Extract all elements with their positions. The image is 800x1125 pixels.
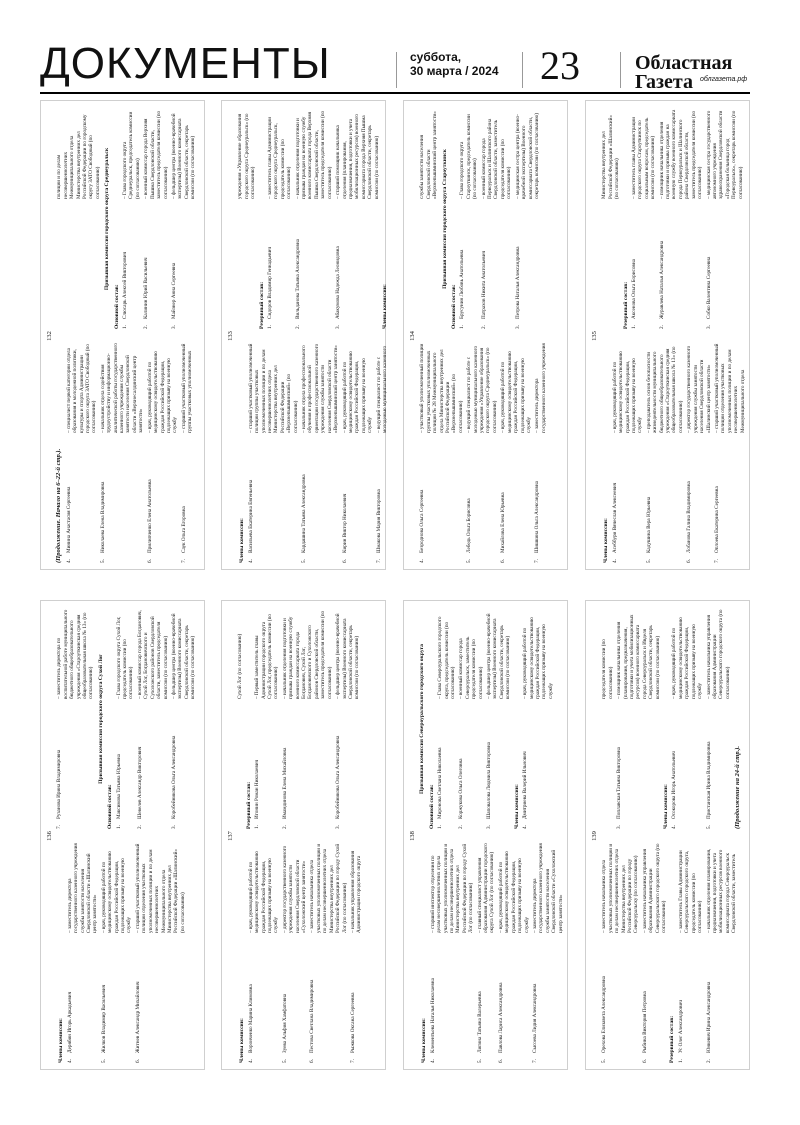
- member-number: 2.: [705, 1059, 712, 1063]
- member-row: [419, 343, 464, 563]
- members-label: Члены комиссии:: [603, 518, 610, 563]
- member-position: – военный комиссар города Богданович, Сухой Лог, Богдановичского и Сухоложского районов Свердловской области, заместитель председателя комиссии (по согласованию): [137, 609, 169, 699]
- block-body: [419, 109, 547, 563]
- member-row: [500, 343, 532, 563]
- member-name: Ус Олег Александрович: [677, 1000, 684, 1053]
- member-row: [646, 343, 684, 563]
- member-row: [686, 343, 712, 563]
- member-number: 6.: [500, 559, 507, 563]
- block-content: [222, 101, 387, 571]
- member-row: [267, 109, 293, 329]
- column-4: [585, 100, 750, 1075]
- member-name: Брусунин Любовь Анатольевна: [459, 249, 466, 319]
- member-position: – старший участковый уполномоченный группы участковых уполномоченных полиции и по делам несовершеннолетних Межмуниципального отдела Министерства внутренних дел Российской Федерации по городскому округу ЗАТО Свободный (по согласованию): [56, 109, 196, 433]
- member-position: – начальник отделения подготовки и призыва граждан на военную службу военного комиссариата города Верхняя Пышма Свердловской области, заместитель председателя комиссии (по согласованию): [295, 109, 333, 199]
- member-row: [137, 609, 169, 829]
- member-position: – военный комиссар города Североуральск, заместитель председателя комиссии (по согласованию): [458, 609, 484, 699]
- member-position: – директор государственного казенного учреждения службы занятости населения Свердловской области «Шалинский центр занятости»: [686, 343, 712, 433]
- member-number: 6.: [146, 559, 153, 563]
- member-row: [522, 609, 554, 829]
- member-number: 2.: [458, 825, 465, 829]
- member-row: [143, 109, 169, 329]
- member-number: 2.: [136, 825, 143, 829]
- member-row: [430, 843, 475, 1063]
- member-name: Васильева Екатерина Евгеньевна: [247, 479, 254, 553]
- reserve-composition-label: Резервный состав:: [258, 281, 265, 329]
- member-row: [342, 343, 374, 563]
- member-position: – преподаватель основ безопасности жизнедеятельности муниципального бюджетного общеобразовательного учреждения «Староуткинская средняя общеобразовательная школа № 13» (по согласованию): [646, 343, 684, 433]
- member-name: Сидоров Владимир Геннадьевич: [267, 246, 274, 319]
- block-content: [404, 601, 569, 1071]
- block-content: [586, 601, 751, 1071]
- member-position: – помощник начальника отделения (планирования, предназначения, подготовки и учета мобилизационных ресурсов) военного комиссариата города Североуральск и Ивделя Свердловской области, секретарь комиссии (по согласованию): [616, 609, 661, 699]
- member-row: [335, 109, 380, 329]
- member-number: 5.: [281, 1059, 288, 1063]
- member-position: – начальник отдела содействия трудоустройству и информационно-аналитической работы государственного казенного учреждения службы занятости населения Свердловской области «Верхнесалдинский центр занятости»: [100, 343, 145, 433]
- member-name: Дерябин Игорь Аркадьевич: [66, 991, 73, 1053]
- member-name: Кадушина Вера Юрьевна: [645, 496, 652, 553]
- page-number: 23: [540, 43, 580, 88]
- member-name: Кирин Виктор Николаевич: [341, 493, 348, 553]
- member-position: – заместитель директора по воспитательной работе муниципального бюджетного общеобразовательного учреждения «Староуткинская средняя общеобразовательная школа № 13» (по согласованию): [56, 609, 94, 699]
- member-name: Журавлева Наталья Александровна: [658, 240, 665, 319]
- block-body: [601, 109, 746, 563]
- header-divider: [396, 52, 397, 88]
- member-number: 4.: [611, 559, 618, 563]
- member-row: [248, 343, 299, 563]
- member-name: Майзнер Анна Сергеевна: [170, 262, 177, 319]
- members-label: Члены комиссии:: [421, 1018, 428, 1063]
- member-row: [466, 343, 498, 563]
- member-name: Клементьева Наталья Николаевна: [429, 978, 436, 1053]
- member-row: [116, 609, 135, 829]
- member-number: 5.: [601, 1059, 608, 1063]
- member-row: [706, 609, 732, 829]
- members-label: Члены комиссии:: [381, 284, 388, 329]
- member-row: [248, 843, 280, 1063]
- member-row: [477, 843, 496, 1063]
- member-name: Лигина Татьяна Валерьевна: [476, 991, 483, 1053]
- member-position: – Глава городского округа Сухой Лог, председатель комиссии (по согласованию): [116, 609, 135, 699]
- member-row: [67, 843, 99, 1063]
- member-number: 5.: [99, 559, 106, 563]
- member-number: 4.: [247, 559, 254, 563]
- section-title: ДОКУМЕНТЫ: [40, 39, 331, 88]
- member-row: [481, 109, 513, 329]
- member-number: 7.: [713, 559, 720, 563]
- member-name: Лебедь Ольга Борисовна: [466, 498, 473, 553]
- member-name: Сысоева Лидия Александровна: [531, 983, 538, 1053]
- block-139: [585, 600, 750, 1070]
- member-name: Николаева Елена Владимировна: [99, 481, 106, 553]
- member-position: – фельдшер центра (военно-врачебной экспертизы) Военного комиссариата Свердловской области, секретарь комиссии (по согласованию): [486, 609, 512, 699]
- continuation-footnote: (Продолжение на 24-й стр.).: [734, 746, 742, 829]
- block-body: [601, 609, 741, 1063]
- reserve-composition-label: Резервный состав:: [669, 1015, 676, 1063]
- continuation-note: (Продолжение. Начало на 6–22-й стр.).: [55, 448, 63, 563]
- member-number: 7.: [56, 825, 63, 829]
- member-row: [295, 109, 333, 329]
- member-position: – старший участковый уполномоченный полиции отделения участковых уполномоченных полиции и по делам несовершеннолетних Межмуниципального отдела Министерства внутренних дел Российской Федерации «Шалинский» (по согласованию): [135, 843, 186, 933]
- member-name: Коробейникова Ольга Александровна: [170, 735, 177, 819]
- member-row: [601, 843, 639, 1063]
- member-row: [612, 343, 644, 563]
- member-name: Дмитриева Валерий Ильнович: [522, 751, 529, 819]
- member-position: – врач, руководящий работой по медицинскому освидетельствованию граждан Российской Федерации, подлежащих призыву на военную службу: [101, 843, 133, 933]
- member-row: [515, 109, 541, 329]
- block-content: [404, 101, 569, 571]
- commission-title: Призывная комиссия Североуральского городского округа: [419, 644, 426, 794]
- member-number: 6.: [641, 1059, 648, 1063]
- member-row: [171, 609, 197, 829]
- member-position: – врач, руководящий работой по медицинскому освидетельствованию граждан Российской Федерации, подлежащих призыву на военную службу: [500, 343, 532, 433]
- main-composition-label: Основной состав:: [107, 784, 114, 829]
- member-row: [458, 609, 484, 829]
- member-number: 5.: [645, 559, 652, 563]
- reserve-composition-label: Резервный состав:: [622, 281, 629, 329]
- member-position: – помощник начальника отделения подготовки и призыва граждан на военную службу военного комиссариата города Первоуральск и Шалинского района Свердловской области, заместитель председателя комиссии (по согласованию): [659, 109, 704, 199]
- block-content: [222, 601, 387, 1071]
- member-name: Шишкина Ольга Александровна: [534, 481, 541, 553]
- block-136: [40, 600, 205, 1070]
- block-135: [585, 100, 750, 570]
- member-name: Лобанова Галина Владимировна: [686, 481, 693, 553]
- member-position: – Глава городского округа Среднеуральск, председатель комиссии (по согласованию): [122, 109, 141, 199]
- member-name: Саук Ольга Егоровна: [180, 506, 187, 553]
- member-name: Рыжкова Оксана Сергеевна: [349, 992, 356, 1053]
- member-name: Минина Анастасия Сергеевна: [65, 486, 72, 553]
- member-position: – заместитель главы Администрации городского округа Среднеуральск, председатель комиссии (по согласованию): [267, 109, 293, 199]
- column-2: [221, 100, 386, 1075]
- member-row: [671, 609, 703, 829]
- member-position: – заместитель директора государственного казенного учреждения службы занятости населения Свердловской области «Шалинский центр занятости»: [67, 843, 99, 933]
- block-132: [40, 100, 205, 570]
- reserve-composition-label: Резервный состав:: [245, 781, 252, 829]
- document-grid: [40, 100, 750, 1075]
- header-rule: [40, 92, 750, 94]
- member-position: – заместитель Главы Администрации Североуральского городского округа, председатель комиссии (по согласованию): [678, 843, 704, 933]
- member-position: – заместитель директора государственного казенного учреждения службы занятости населения Свердловской области «Сухоложский центр занятости»: [532, 843, 564, 933]
- member-row: [147, 343, 179, 563]
- member-name: Абакумова Надежда Леонидовна: [335, 246, 342, 319]
- member-number: 1.: [437, 825, 444, 829]
- member-number: 5.: [476, 1059, 483, 1063]
- member-row: [309, 843, 347, 1063]
- newspaper-logo: Областная Газета: [635, 52, 733, 93]
- member-number: 7.: [180, 559, 187, 563]
- member-position: – фельдшер центра (военно-врачебной экспертизы) Военного комиссариата Свердловской области, секретарь комиссии (по согласованию): [171, 109, 197, 199]
- member-row: [56, 609, 94, 829]
- commission-title: Призывная комиссия городского округа Среднеуральск: [104, 147, 111, 291]
- members-label: Члены комиссии:: [239, 518, 246, 563]
- member-number: 1.: [115, 825, 122, 829]
- member-number: 1.: [677, 1059, 684, 1063]
- member-number: 5.: [466, 559, 473, 563]
- member-position: – ведущий специалист по работе с молодежью муниципального казенного учреждения «Управление образования городского округа Среднеуральск» (по согласованию): [237, 109, 389, 433]
- member-name: Шевелев Александр Викторович: [136, 746, 143, 819]
- member-position: – врач, руководящий работой по медицинскому освидетельствованию граждан Российской Федерации, подлежащих призыву на военную службу: [522, 609, 554, 699]
- member-position: – врач, руководящий работой по медицинскому освидетельствованию граждан Российской Федерации, подлежащих призыву на военную службу: [612, 343, 644, 433]
- member-number: 4.: [671, 825, 678, 829]
- issue-date-text: 30 марта / 2024: [410, 64, 499, 78]
- member-row: [135, 843, 186, 1063]
- issue-weekday: суббота,: [410, 50, 462, 64]
- member-name: Рыбина Виктория Петровна: [641, 991, 648, 1053]
- block-body: [237, 609, 362, 1063]
- member-name: Шаповалова Людмила Викторовна: [486, 742, 493, 819]
- member-name: Аксенова Ольга Борисовна: [631, 259, 638, 319]
- member-position: – старший участковый уполномоченный полиции группы участковых уполномоченных полиции и по делам несовершеннолетних отдела Министерства внутренних дел Российской Федерации «Верхнепышминский» (по согласованию): [248, 343, 299, 433]
- block-137: [221, 600, 386, 1070]
- member-number: 4.: [66, 1059, 73, 1063]
- block-number: 135: [591, 331, 598, 341]
- column-1: [40, 100, 205, 1075]
- member-position: – ведущий специалист по работе с молодежью муниципального казенного учреждения «Управление образования городского округа Среднеуральск» (по согласованию): [466, 343, 498, 433]
- member-number: 7.: [531, 1059, 538, 1063]
- member-row: [282, 843, 308, 1063]
- member-name: Прилипченко Елена Анатольевна: [146, 479, 153, 553]
- member-position: – заместитель начальника управления образования Администрации Североуральского городского округа (по согласованию): [642, 843, 668, 933]
- block-number: 139: [591, 831, 598, 841]
- member-number: 3.: [335, 825, 342, 829]
- member-number: 4.: [65, 559, 72, 563]
- member-row: [301, 343, 339, 563]
- member-position: – директор государственного казенного учреждения службы занятости населения Свердловской области «Сухоложский центр занятости»: [282, 843, 308, 933]
- member-number: 1.: [254, 825, 261, 829]
- member-number: 1.: [459, 325, 466, 329]
- member-row: [659, 109, 704, 329]
- member-number: 5.: [705, 825, 712, 829]
- member-row: [459, 109, 478, 329]
- member-position: – начальник отделения подготовки и призыва граждан на военную службу военного комиссариата города Богданович, Сухой Лог, Богдановичского и Сухоложского районов Свердловской области, заместитель председателя комиссии (по согласованию): [282, 609, 333, 699]
- block-133: [221, 100, 386, 570]
- member-number: 3.: [705, 325, 712, 329]
- member-number: 3.: [170, 325, 177, 329]
- member-name: Рузанова Ирина Владимировна: [56, 749, 63, 819]
- member-name: Пристанская Ирина Владимировна: [705, 741, 712, 819]
- member-position: – врач, руководящий работой по медицинскому освидетельствованию граждан Российской Федерации, подлежащих призыву на военную службу: [248, 843, 280, 933]
- member-name: Коробейникова Ольга Александровна: [335, 735, 342, 819]
- member-number: 2.: [480, 325, 487, 329]
- member-position: – Глава городского округа Староуткинск, председатель комиссии (по согласованию): [459, 109, 478, 199]
- member-row: [335, 609, 361, 829]
- block-body: [419, 609, 564, 1063]
- member-number: 3.: [514, 325, 521, 329]
- block-134: [403, 100, 568, 570]
- block-content: [41, 101, 206, 571]
- member-number: 1.: [122, 325, 129, 329]
- main-composition-label: Основной состав:: [428, 784, 435, 829]
- member-name: Безроднова Ольга Сергеевна: [419, 489, 426, 553]
- block-number: 138: [409, 831, 416, 841]
- member-name: Патрахов Никита Анатольевич: [480, 250, 487, 319]
- member-number: 6.: [309, 1059, 316, 1063]
- block-content: [41, 601, 206, 1071]
- member-row: [642, 843, 668, 1063]
- member-number: 4.: [419, 559, 426, 563]
- member-name: Коржукова Ольга Олеговна: [458, 758, 465, 819]
- member-row: [254, 609, 280, 829]
- header-divider: [522, 52, 523, 88]
- member-row: [486, 609, 512, 829]
- member-row: [532, 843, 564, 1063]
- member-name: Шмакова Мария Викторовна: [375, 489, 382, 553]
- member-number: 1.: [631, 325, 638, 329]
- member-position: – Первый заместитель главы Администрации городского округа Сухой Лог, председатель комиссии (по согласованию): [254, 609, 280, 699]
- member-name: Вильданова Татьяна Александровна: [294, 239, 301, 319]
- member-number: 7.: [349, 1059, 356, 1063]
- members-label: Члены комиссии:: [58, 1018, 65, 1063]
- member-position: – старший помощник начальника отделения (планирования, предназначения, подготовки и учета мобилизационных ресурсов) военного комиссариата города Верхняя Пышма Свердловской области, секретарь комиссии (по согласованию): [335, 109, 380, 199]
- member-number: 3.: [616, 825, 623, 829]
- member-number: 5.: [301, 559, 308, 563]
- block-number: 134: [409, 331, 416, 341]
- members-label: Члены комиссии:: [239, 1018, 246, 1063]
- member-name: Жилков Владимир Васильевич: [100, 984, 107, 1053]
- member-position: – заместитель начальника отдела участковых уполномоченных полиции и по делам несовершеннолетних отдела Министерства внутренних дел Российской Федерации по городу Североуральску (по согласованию): [601, 843, 639, 933]
- member-position: – врач, руководящий работой по медицинскому освидетельствованию граждан Российской Федерации, подлежащих призыву на военную службу: [671, 609, 703, 699]
- member-number: 4.: [522, 825, 529, 829]
- member-name: Житнев Александр Михайлович: [134, 981, 141, 1053]
- member-row: [616, 609, 661, 829]
- block-body: [56, 609, 196, 1063]
- member-name: Кардашина Татьяна Александровна: [301, 474, 308, 553]
- member-position: – старший участковый уполномоченный полиции отделения участковых уполномоченных полиции и по делам несовершеннолетних Межмуниципального отдела Министерства внутренних дел Российской Федерации «Шалинский» (по согласованию): [601, 109, 746, 433]
- member-row: [631, 109, 657, 329]
- member-name: Орехова Елизавета Александровна: [601, 976, 608, 1053]
- member-number: 4.: [247, 1059, 254, 1063]
- block-body: [56, 109, 196, 563]
- member-row: [498, 843, 530, 1063]
- member-name: Павлова Лариса Александровна: [497, 982, 504, 1053]
- member-name: Михайлова Елена Юрьевна: [500, 492, 507, 553]
- member-number: 7.: [375, 559, 382, 563]
- member-position: – заместитель главы Администрации городского округа Староуткинск по социальным вопросам, председатель комиссии (по согласованию): [631, 109, 657, 199]
- block-number: 133: [227, 331, 234, 341]
- member-number: 4.: [429, 1059, 436, 1063]
- member-row: [122, 109, 141, 329]
- member-position: – медицинская сестра центра (военно-врачебной экспертизы) Военного комиссариата Свердловской области, секретарь комиссии (по согласованию): [515, 109, 541, 199]
- member-position: – врач, руководящий работой по медицинскому освидетельствованию граждан Российской Федерации, подлежащих призыву на военную службу: [147, 343, 179, 433]
- block-number: 137: [227, 831, 234, 841]
- member-position: – заместитель начальника отдела участковых уполномоченных полиции и по делам несовершеннолетних отдела Министерства внутренних дел Российской Федерации по городу Сухой Лог (по согласованию): [309, 843, 347, 933]
- member-name: Калинин Юрий Васильевич: [143, 257, 150, 319]
- member-name: Зуева Альфия Хамфатовна: [281, 993, 288, 1053]
- members-label: Члены комиссии:: [663, 784, 670, 829]
- member-position: – заместитель директора государственного казенного учреждения службы занятости населения Свердловской области «Верхнепышминский центр занятости»: [419, 109, 547, 433]
- member-position: – врач, руководящий работой по медицинскому освидетельствованию граждан Российской Федерации, подлежащих призыву на военную службу: [498, 843, 530, 933]
- member-number: 2.: [281, 825, 288, 829]
- member-name: Игонин Роман Николаевич: [254, 759, 261, 819]
- commission-title: Призывная комиссия городского округа Староуткинск: [441, 149, 448, 289]
- member-name: Миронова Светлана Николаевна: [437, 747, 444, 819]
- block-number: 132: [46, 331, 53, 341]
- member-position: – старший инспектор отделения по делам несовершеннолетних отдела участковых уполномоченных полиции и по делам несовершеннолетних отдела Министерства внутренних дел Российской Федерации по городу Сухой Лог (по согласованию): [430, 843, 475, 933]
- member-position: – главный специалист управления образования Администрации городского округа Сухой Лог (по согласованию): [477, 843, 496, 933]
- member-position: – медицинская сестра государственного автономного учреждения здравоохранения Свердловской области «Городская больница город Первоуральск», секретарь комиссии (по согласованию): [706, 109, 744, 199]
- members-label: Члены комиссии:: [513, 784, 520, 829]
- block-content: [586, 101, 751, 571]
- member-name: Собко Валентина Сергеевна: [705, 256, 712, 319]
- main-composition-label: Основной состав:: [451, 284, 458, 329]
- member-number: 2.: [658, 325, 665, 329]
- member-name: Воронченко Марина Климовна: [247, 984, 254, 1053]
- member-number: 7.: [534, 559, 541, 563]
- member-number: 6.: [341, 559, 348, 563]
- member-number: 3.: [335, 325, 342, 329]
- member-row: [171, 109, 197, 329]
- block-number: 136: [46, 831, 53, 841]
- member-row: [100, 343, 145, 563]
- member-name: Юнкевич Ирина Александровна: [705, 981, 712, 1053]
- member-position: – начальник управления образования Администрации городского округа Сухой Лог (по согласованию): [237, 609, 362, 933]
- member-number: 6.: [134, 1059, 141, 1063]
- member-number: 3.: [170, 825, 177, 829]
- member-row: [678, 843, 704, 1063]
- block-138: [403, 600, 568, 1070]
- member-number: 5.: [100, 1059, 107, 1063]
- member-number: 3.: [486, 825, 493, 829]
- member-name: Поплавская Татьяна Викторовна: [616, 747, 623, 819]
- member-position: – военный комиссар города Верхняя Пышма Свердловской области, заместитель председателя комиссии (по согласованию): [143, 109, 169, 199]
- member-number: 1.: [267, 325, 274, 329]
- member-position: – Глава Североуральского городского округа, председатель комиссии (по согласованию): [437, 609, 456, 699]
- member-position: – заместитель начальника управления образования Администрации Североуральского городского округа (по согласованию): [706, 609, 732, 699]
- member-number: 2.: [143, 325, 150, 329]
- member-position: – специалист первой категории отдела образования и молодежной политики, культуры и спорта Администрации городского округа ЗАТО Свободный (по согласованию): [66, 343, 98, 433]
- member-name: Слюсарь Алексей Викторович: [122, 251, 129, 319]
- page-header: [40, 39, 750, 94]
- member-row: [437, 609, 456, 829]
- member-position: – военный комиссар города Первоуральск и Шалинского района Свердловской области, заместитель председателя комиссии (по согласованию): [481, 109, 513, 199]
- member-name: Пестова Светлана Владимировна: [309, 979, 316, 1053]
- member-number: 6.: [497, 1059, 504, 1063]
- newspaper-url: облгазета.рф: [700, 76, 748, 83]
- member-name: Петрова Наталья Александровна: [514, 246, 521, 319]
- member-row: [66, 343, 98, 563]
- member-position: – врач, руководящий работой по медицинскому освидетельствованию граждан Российской Федерации, подлежащих призыву на военную службу: [342, 343, 374, 433]
- member-row: [101, 843, 133, 1063]
- member-position: – участковый уполномоченный полиции группы участковых уполномоченных полиции № 28 Межмуниципального отдела Министерства внутренних дел Российской Федерации «Верхнепышминский» (по согласованию): [419, 343, 464, 433]
- header-divider: [620, 52, 621, 88]
- member-number: 2.: [294, 325, 301, 329]
- member-position: – фельдшер центра (военно-врачебной экспертизы) Военного комиссариата Свердловской области, секретарь комиссии (по согласованию): [171, 609, 197, 699]
- member-name: Максимова Татьяна Юрьевна: [115, 754, 122, 819]
- member-row: [282, 609, 333, 829]
- member-number: 6.: [686, 559, 693, 563]
- column-3: [403, 100, 568, 1075]
- member-position: – начальник отдела профессионального обучения и профессиональной ориентации государственного казенного учреждения службы занятости населения Свердловской области «Верхнепышминский центр занятости»: [301, 343, 339, 433]
- member-position: – фельдшер центра (военно-врачебной экспертизы) Военного комиссариата Свердловской области, секретарь комиссии (по согласованию): [335, 609, 361, 699]
- issue-date: [410, 50, 499, 78]
- main-composition-label: Основной состав:: [113, 284, 120, 329]
- member-name: Имамдинова Елена Михайловна: [281, 747, 288, 819]
- member-name: Осокорова Игорь Анатольевич: [671, 751, 678, 819]
- block-body: [237, 109, 389, 563]
- commission-title: Призывная комиссия городского округа Сухой Лог: [97, 654, 104, 784]
- member-name: Асеббури Вячеслав Алексеевич: [611, 482, 618, 553]
- member-row: [706, 109, 744, 329]
- member-position: – начальник отделения планирования, предназначения, подготовки и учета мобилизационных ресурсов военного комиссариата города Североуральск Свердловской области, заместитель председателя комиссии (по согласованию): [601, 609, 741, 933]
- member-name: Оплоева Екатерина Сергеевна: [713, 486, 720, 553]
